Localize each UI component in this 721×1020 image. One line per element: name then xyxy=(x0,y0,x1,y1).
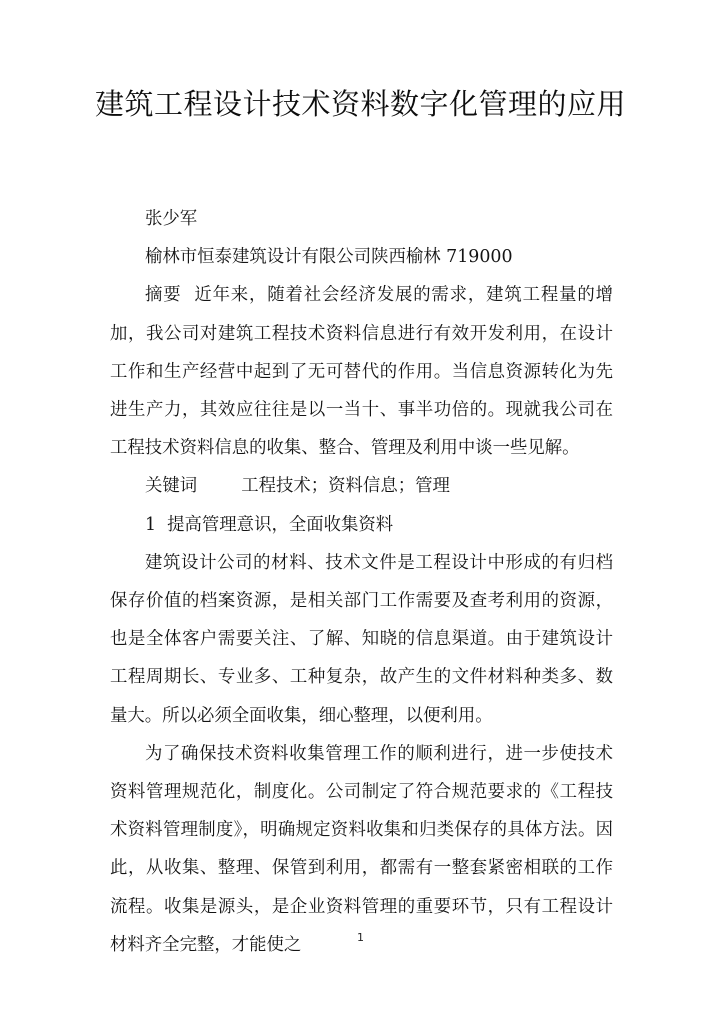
document-title: 建筑工程设计技术资料数字化管理的应用 xyxy=(94,87,626,121)
body-paragraph: 建筑设计公司的材料、技术文件是工程设计中形成的有归档保存价值的档案资源，是相关部门工作需要及查考利用的资源，也是全体客户需要关注、了解、知晓的信息渠道。由于建筑设计工程周期长、专业多、工种复杂，故产生的文件材料种类多、数量大。所以必须全面收集，细心整理，以便利用。 xyxy=(110,552,613,726)
section-heading: 1 提高管理意识，全面收集资料 xyxy=(145,514,394,535)
author-name: 张少军 xyxy=(145,209,198,229)
document-body xyxy=(110,200,613,964)
page-number: 1 xyxy=(357,931,364,944)
abstract-label: 摘要 xyxy=(145,285,182,306)
abstract-paragraph xyxy=(110,276,613,467)
body-paragraph: 为了确保技术资料收集管理工作的顺利进行，进一步使技术资料管理规范化，制度化。公司制定了符合规范要求的《工程技术资料管理制度》，明确规定资料收集和归类保存的具体方法。因此，从收集、整理、保管到利用，都需有一整套紧密相联的工作流程。收集是源头，是企业资料管理的重要环节，只有工程设计材料齐全完整，才能使之 xyxy=(110,743,613,955)
abstract-text: 近年来，随着社会经济发展的需求，建筑工程量的增加，我公司对建筑工程技术资料信息进行有效开发利用，在设计工作和生产经营中起到了无可替代的作用。当信息资源转化为先进生产力，其效应往往是以一当十、事半功倍的。现就我公司在工程技术资料信息的收集、整合、管理及利用中谈一些见解。 xyxy=(110,285,613,459)
keywords-paragraph xyxy=(110,467,613,505)
keywords-text: 工程技术；资料信息；管理 xyxy=(241,476,450,497)
keywords-label: 关键词 xyxy=(145,476,198,497)
author-affiliation: 榆林市恒泰建筑设计有限公司陕西榆林 719000 xyxy=(145,247,513,268)
